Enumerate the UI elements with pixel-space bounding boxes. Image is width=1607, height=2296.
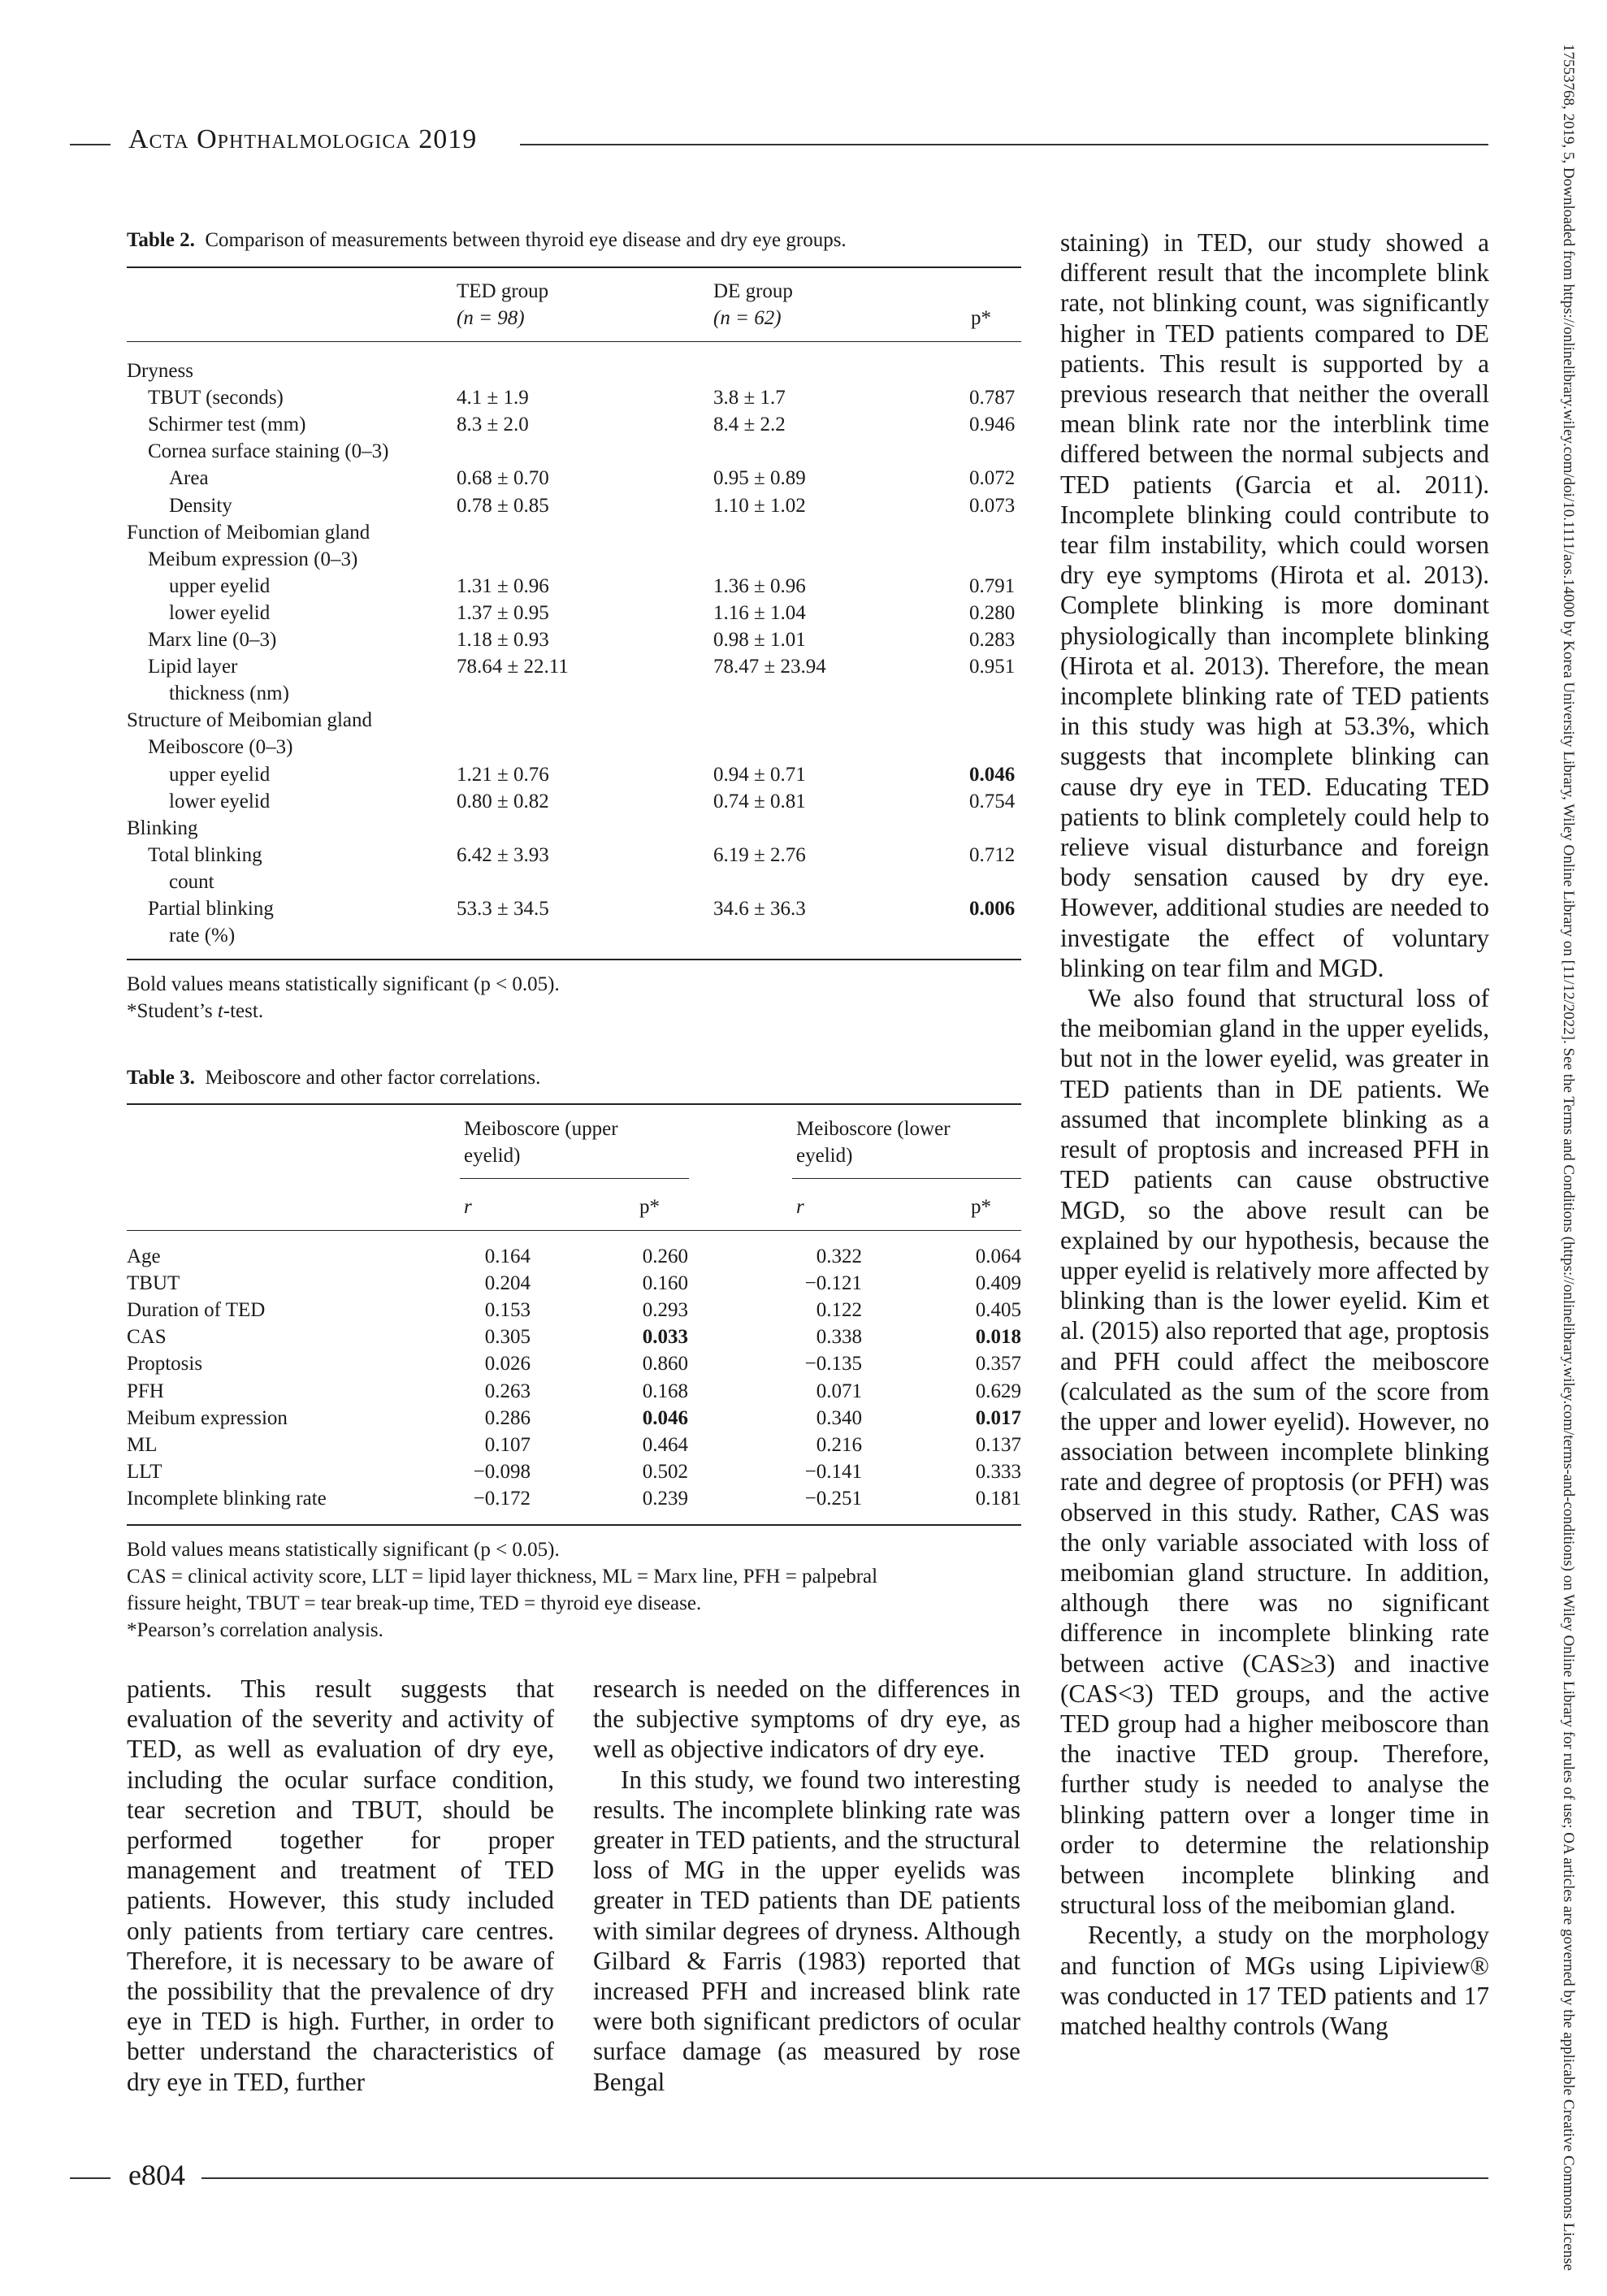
table3-label: Table 3.	[127, 1067, 195, 1089]
table2-col1-head1: TED group	[457, 280, 549, 302]
table3-upper-r: 0.204	[484, 1272, 531, 1295]
body-column-2	[593, 1674, 1020, 2097]
table2-note-1: Bold values means statistically significant (p < 0.05).	[127, 973, 560, 995]
table3-upper-p: 0.260	[642, 1245, 688, 1267]
table2-p-value: 0.754	[969, 790, 1016, 812]
col3-paragraph-2: We also found that structural loss of the meibomian gland in the upper eyelids, but not in the lower eyelid, was greater in TED patients than in DE patients. We assumed that incomplete blinking as a result of proptosis and increased PFH in TED patients can cause obstructive MGD, so the above result can be explained by our hypothesis, because the upper eyelid is relatively more affected by blinking than is the lower eyelid. Kim et al. (2015) also reported that age, proptosis and PFH could affect the meiboscore (calculated as the sum of the score from the upper and lower eyelid). However, no association between incomplete blinking rate and degree of proptosis (or PFH) was observed in this study. Rather, CAS was the only variable associated with loss of meibomian gland structure. In addition, although there was no significant difference in incomplete blinking rate between active (CAS≥3) and inactive (CAS<3) TED groups, and the active TED group had a higher meiboscore than the inactive TED group. Therefore, further study is needed to analyse the blinking pattern over a longer time in order to determine the relationship between incomplete blinking and structural loss of the meibomian gland.	[1060, 984, 1489, 1920]
table3-lower-r: 0.340	[816, 1406, 862, 1429]
table3-row-label: Duration of TED	[127, 1299, 266, 1322]
table2-row-label: Function of Meibomian gland	[127, 521, 370, 544]
table3-head-rule	[127, 1230, 1021, 1231]
page-number: e804	[128, 2159, 185, 2191]
table3-row-label: Incomplete blinking rate	[127, 1487, 327, 1510]
table3-upper-r: 0.263	[484, 1380, 531, 1402]
table2-row-label: upper eyelid	[169, 574, 271, 597]
table2-ted-value: 8.3 ± 2.0	[457, 414, 529, 436]
footer-rule-left	[70, 2177, 110, 2179]
table2-row-label: Cornea surface staining (0–3)	[148, 440, 389, 463]
table2-p-value: 0.006	[969, 898, 1016, 920]
table3-lower-r: 0.216	[816, 1433, 862, 1456]
table2-row-label: Meibum expression (0–3)	[148, 548, 358, 570]
table3-upper-p: 0.502	[642, 1460, 688, 1483]
table2-label: Table 2.	[127, 229, 195, 251]
table2-col2-head1: DE group	[713, 280, 793, 302]
table3-upper-p: 0.239	[642, 1487, 688, 1510]
table3-lower-r: −0.121	[804, 1272, 862, 1295]
table3-top-rule	[127, 1103, 1021, 1105]
table3-lower-p: 0.137	[975, 1433, 1021, 1456]
table3-note-2: CAS = clinical activity score, LLT = lipid layer thickness, ML = Marx line, PFH = palpebral	[127, 1566, 878, 1588]
table2-head-rule	[127, 341, 1021, 342]
table3-lower-r: 0.122	[816, 1299, 862, 1322]
col2-paragraph-2: In this study, we found two interesting results. The incomplete blinking rate was greater in TED patients, and the structural loss of MG in the upper eyelids was greater in TED patients than DE patients with similar degrees of dryness. Although Gilbard & Farris (1983) reported that increased PFH and increased blink rate were both significant predictors of ocular surface damage (as measured by rose Bengal	[593, 1765, 1020, 2096]
table2-row-label: thickness (nm)	[169, 682, 289, 705]
table3-row-label: PFH	[127, 1380, 164, 1402]
table2-row-label: Marx line (0–3)	[148, 629, 277, 651]
body-column-1	[127, 1674, 554, 2097]
table2-de-value: 3.8 ± 1.7	[713, 387, 786, 409]
table3-lower-p: 0.357	[975, 1353, 1021, 1375]
table3-lower-r: 0.338	[816, 1326, 862, 1349]
journal-name: Acta Ophthalmologica	[128, 124, 411, 154]
table2-ted-value: 1.21 ± 0.76	[457, 763, 549, 786]
table2-p-value: 0.951	[969, 656, 1016, 678]
table2-ted-value: 1.37 ± 0.95	[457, 601, 549, 624]
table3-group1-head1: Meiboscore (upper	[464, 1118, 618, 1140]
table3-caption-text: Meiboscore and other factor correlations.	[205, 1067, 541, 1089]
table2-top-rule	[127, 266, 1021, 268]
table3-row-label: CAS	[127, 1326, 167, 1349]
table3-row-label: TBUT	[127, 1272, 180, 1295]
side-download-notice: 17553768, 2019, 5, Downloaded from https://onlinelibrary.wiley.com/doi/10.1111/aos.14000 by Korea University Library, Wiley Online Library on [11/12/2022]. See the Terms and Conditions (https://onlinelibrary.wiley.com/terms-and-conditions) on Wiley Online Library for rules of use; OA articles are governed by the applicable Creative Commons License	[1560, 44, 1577, 2271]
table2-de-value: 78.47 ± 23.94	[713, 656, 826, 678]
table3-note-4: *Pearson’s correlation analysis.	[127, 1619, 383, 1641]
table3-group2-rule	[792, 1178, 1021, 1179]
journal-year: 2019	[418, 124, 478, 154]
table2-de-value: 0.95 ± 0.89	[713, 467, 806, 490]
table3-lower-p: 0.629	[975, 1380, 1021, 1402]
table3-upper-p: 0.160	[642, 1272, 688, 1295]
running-header	[128, 124, 477, 155]
table3-upper-r: −0.098	[473, 1460, 531, 1483]
table2-row-label: Density	[169, 494, 232, 517]
table2-row-label: rate (%)	[169, 925, 236, 947]
table2-p-value: 0.283	[969, 629, 1016, 651]
table3-group2-head2: eyelid)	[796, 1145, 853, 1167]
table2-de-value: 1.10 ± 1.02	[713, 494, 806, 517]
table3-lower-r: −0.141	[804, 1460, 862, 1483]
footer-rule-right	[201, 2177, 1488, 2179]
table3-note-1: Bold values means statistically significant (p < 0.05).	[127, 1539, 560, 1561]
table3-upper-p: 0.168	[642, 1380, 688, 1402]
table2-p-value: 0.946	[969, 414, 1016, 436]
table2-de-value: 1.16 ± 1.04	[713, 601, 806, 624]
table2-row-label: upper eyelid	[169, 763, 271, 786]
table3-sub-p2: p*	[971, 1196, 991, 1218]
table2-ted-value: 4.1 ± 1.9	[457, 387, 529, 409]
table3-sub-p1: p*	[639, 1196, 660, 1218]
table2-de-value: 0.98 ± 1.01	[713, 629, 806, 651]
table2-p-value: 0.791	[969, 574, 1016, 597]
table2-p-value: 0.073	[969, 494, 1016, 517]
table2-ted-value: 6.42 ± 3.93	[457, 843, 549, 866]
table2-row-label: TBUT (seconds)	[148, 387, 284, 409]
table2-col1-head2: (n = 98)	[457, 307, 525, 329]
table3-upper-r: 0.286	[484, 1406, 531, 1429]
table2-de-value: 0.94 ± 0.71	[713, 763, 806, 786]
table2-row-label: lower eyelid	[169, 601, 271, 624]
table2-row-label: Meiboscore (0–3)	[148, 736, 293, 759]
table3-lower-p: 0.409	[975, 1272, 1021, 1295]
table3-lower-p: 0.018	[975, 1326, 1021, 1349]
col1-paragraph-1: patients. This result suggests that evaluation of the severity and activity of TED, as well as evaluation of dry eye, including the ocular surface condition, tear secretion and TBUT, should be performed together for proper management and treatment of TED patients. However, this study included only patients from tertiary care centres. Therefore, it is necessary to be aware of the possibility that the prevalence of dry eye in TED is high. Further, in order to better understand the characteristics of dry eye in TED, further	[127, 1674, 554, 2096]
table2-ted-value: 0.80 ± 0.82	[457, 790, 549, 812]
table2-row-label: Blinking	[127, 817, 198, 839]
table2-caption	[127, 229, 847, 252]
table3-group1-rule	[460, 1178, 689, 1179]
table3-lower-p: 0.405	[975, 1299, 1021, 1322]
table3-lower-p: 0.064	[975, 1245, 1021, 1267]
table3-lower-r: −0.135	[804, 1353, 862, 1375]
table3-upper-r: 0.164	[484, 1245, 531, 1267]
table2-row-label: Lipid layer	[148, 656, 238, 678]
table3-upper-r: 0.026	[484, 1353, 531, 1375]
table2-caption-text: Comparison of measurements between thyroid eye disease and dry eye groups.	[205, 229, 847, 251]
table3-upper-p: 0.860	[642, 1353, 688, 1375]
header-rule-right	[520, 144, 1488, 145]
table2-ted-value: 1.18 ± 0.93	[457, 629, 549, 651]
table2-de-value: 6.19 ± 2.76	[713, 843, 806, 866]
table3-note-3: fissure height, TBUT = tear break-up time, TED = thyroid eye disease.	[127, 1592, 702, 1614]
table3-row-label: LLT	[127, 1460, 162, 1483]
table2-col3-head: p*	[971, 307, 991, 329]
table2-p-value: 0.712	[969, 843, 1016, 866]
table3-upper-r: 0.305	[484, 1326, 531, 1349]
col2-paragraph-1: research is needed on the differences in the subjective symptoms of dry eye, as well as objective indicators of dry eye.	[593, 1674, 1020, 1764]
table2-row-label: Partial blinking	[148, 898, 274, 920]
table3-upper-p: 0.464	[642, 1433, 688, 1456]
table2-de-value: 8.4 ± 2.2	[713, 414, 786, 436]
table2-col2-head2: (n = 62)	[713, 307, 782, 329]
table3-upper-p: 0.293	[642, 1299, 688, 1322]
table2-row-label: count	[169, 870, 214, 893]
table2-row-label: Dryness	[127, 360, 193, 382]
table2-de-value: 0.74 ± 0.81	[713, 790, 806, 812]
table2-p-value: 0.787	[969, 387, 1016, 409]
table3-row-label: Proptosis	[127, 1353, 203, 1375]
header-rule-left	[70, 144, 110, 145]
table3-sub-r1: r	[464, 1196, 472, 1218]
table2-p-value: 0.046	[969, 763, 1016, 786]
table3-group1-head2: eyelid)	[464, 1145, 521, 1167]
table3-caption	[127, 1067, 540, 1090]
table2-row-label: lower eyelid	[169, 790, 271, 812]
table2-p-value: 0.280	[969, 601, 1016, 624]
table3-lower-r: 0.071	[816, 1380, 862, 1402]
table3-lower-p: 0.017	[975, 1406, 1021, 1429]
table3-upper-r: 0.107	[484, 1433, 531, 1456]
table2-de-value: 34.6 ± 36.3	[713, 898, 806, 920]
table2-p-value: 0.072	[969, 467, 1016, 490]
table3-row-label: Age	[127, 1245, 161, 1267]
table3-upper-r: 0.153	[484, 1299, 531, 1322]
table2-note-2: *Student’s t-test.	[127, 1000, 264, 1022]
table3-upper-p: 0.046	[642, 1406, 688, 1429]
table2-ted-value: 78.64 ± 22.11	[457, 656, 569, 678]
table2-ted-value: 1.31 ± 0.96	[457, 574, 549, 597]
table3-lower-p: 0.333	[975, 1460, 1021, 1483]
body-column-3	[1060, 227, 1489, 2041]
table3-sub-r2: r	[796, 1196, 804, 1218]
table3-lower-r: −0.251	[804, 1487, 862, 1510]
table2-ted-value: 0.68 ± 0.70	[457, 467, 549, 490]
table2-row-label: Schirmer test (mm)	[148, 414, 306, 436]
col3-paragraph-3: Recently, a study on the morphology and function of MGs using Lipiview® was conducted in 17 TED patients and 17 matched healthy controls (Wang	[1060, 1921, 1489, 2040]
table3-upper-p: 0.033	[642, 1326, 688, 1349]
table3-bottom-rule	[127, 1524, 1021, 1526]
table3-group2-head1: Meiboscore (lower	[796, 1118, 951, 1140]
table3-row-label: Meibum expression	[127, 1406, 288, 1429]
table2-row-label: Structure of Meibomian gland	[127, 709, 373, 732]
table2-bottom-rule	[127, 959, 1021, 960]
table2-ted-value: 0.78 ± 0.85	[457, 494, 549, 517]
table2-row-label: Area	[169, 467, 209, 490]
table2-ted-value: 53.3 ± 34.5	[457, 898, 549, 920]
table3-upper-r: −0.172	[473, 1487, 531, 1510]
table3-row-label: ML	[127, 1433, 158, 1456]
table3-lower-r: 0.322	[816, 1245, 862, 1267]
col3-paragraph-1: staining) in TED, our study showed a different result that the incomplete blink rate, not blinking count, was significantly higher in TED patients compared to DE patients. This result is supported by a previous research that neither the overall mean blink rate nor the interblink time differed between the normal subjects and TED patients (Garcia et al. 2011). Incomplete blinking could contribute to tear film instability, which could worsen dry eye symptoms (Hirota et al. 2013). Complete blinking is more dominant physiologically than incomplete blinking (Hirota et al. 2013). Therefore, the mean incomplete blinking rate of TED patients in this study was high at 53.3%, which suggests that incomplete blinking can cause dry eye in TED. Educating TED patients to blink completely could help to relieve visual disturbance and foreign body sensation caused by dry eye. However, additional studies are needed to investigate the effect of voluntary blinking on tear film and MGD.	[1060, 228, 1489, 982]
table2-de-value: 1.36 ± 0.96	[713, 574, 806, 597]
table3-lower-p: 0.181	[975, 1487, 1021, 1510]
table2-row-label: Total blinking	[148, 843, 262, 866]
